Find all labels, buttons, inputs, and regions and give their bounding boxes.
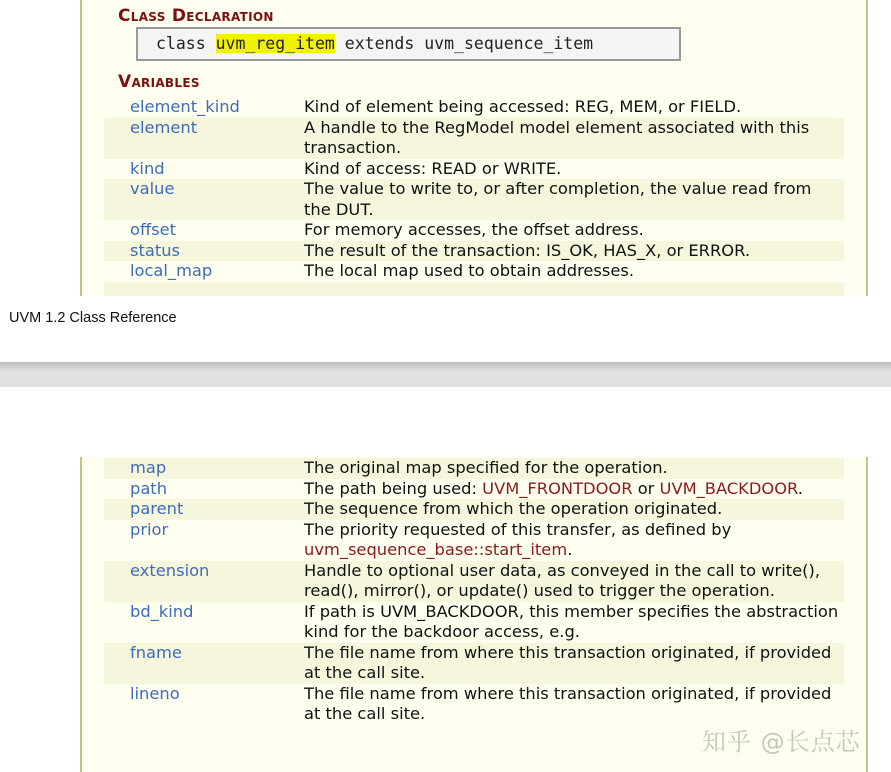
variable-link-extension[interactable]: extension: [130, 560, 210, 580]
description-text: Kind of access: READ or WRITE.: [304, 158, 562, 178]
variable-link-fname[interactable]: fname: [130, 642, 182, 662]
table-row: [104, 241, 844, 262]
variable-link-bd-kind[interactable]: bd_kind: [130, 601, 194, 621]
description-link[interactable]: UVM_FRONTDOOR: [482, 478, 633, 498]
description-text: Handle to optional user data, as conveyed in the call to write(), read(), mirror(), or update() used to trigger the operation.: [304, 560, 821, 600]
description-text: The path being used:: [304, 478, 483, 498]
table-row: [104, 684, 844, 725]
variables-table-continued: [104, 458, 844, 725]
description-link[interactable]: uvm_sequence_base::start_item: [304, 540, 568, 559]
variable-link-local-map[interactable]: local_map: [130, 261, 213, 280]
description-text: .: [797, 478, 803, 498]
variable-link-lineno[interactable]: lineno: [130, 683, 180, 703]
variable-link-element-kind[interactable]: element_kind: [130, 97, 240, 116]
variable-description: [304, 458, 839, 479]
table-row: [104, 602, 844, 643]
page-footer: UVM 1.2 Class Reference: [9, 310, 177, 326]
description-text: A handle to the RegModel model element associated with this transaction.: [304, 117, 810, 157]
variable-link-element[interactable]: element: [130, 117, 198, 137]
description-text: The file name from where this transaction originated, if provided at the call site.: [304, 683, 832, 723]
variable-description: [304, 118, 839, 159]
class-name-highlighted: uvm_reg_item: [215, 34, 335, 53]
table-row: [104, 97, 844, 118]
variable-description: [304, 602, 839, 643]
description-text: .: [567, 540, 573, 559]
variable-description: [304, 499, 839, 520]
variables-table: [104, 97, 844, 296]
variable-description: [304, 97, 839, 118]
description-text: The local map used to obtain addresses.: [304, 261, 635, 280]
page-separator: [0, 362, 891, 387]
variable-description: [304, 261, 839, 282]
table-row: [104, 159, 844, 180]
variable-description: [304, 159, 839, 180]
description-text: For memory accesses, the offset address.: [304, 220, 644, 239]
description-text: The file name from where this transaction originated, if provided at the call site.: [304, 642, 832, 682]
variable-description: [304, 520, 839, 561]
variable-description: [304, 479, 839, 500]
description-link[interactable]: UVM_BACKDOOR: [659, 478, 798, 498]
table-row: [104, 643, 844, 684]
description-text: The sequence from which the operation originated.: [304, 499, 723, 518]
table-row: [104, 479, 844, 500]
variable-description: [304, 220, 839, 241]
description-text: The priority requested of this transfer, as defined by: [304, 519, 732, 539]
variable-link-parent[interactable]: parent: [130, 499, 184, 518]
class-declaration-box: [136, 27, 681, 61]
variable-description: [304, 684, 839, 725]
table-row-empty: [104, 282, 844, 296]
description-text: Kind of element being accessed: REG, MEM, or FIELD.: [304, 97, 742, 116]
table-row: [104, 179, 844, 220]
table-row: [104, 561, 844, 602]
description-text: The result of the transaction: IS_OK, HAS_X, or ERROR.: [304, 240, 751, 260]
table-row: [104, 458, 844, 479]
variable-description: [304, 241, 839, 262]
extends-clause: extends uvm_sequence_item: [344, 34, 594, 53]
variable-link-path[interactable]: path: [130, 478, 168, 498]
variable-link-map[interactable]: map: [130, 458, 167, 477]
variable-link-value[interactable]: value: [130, 179, 175, 198]
page-1-content: [80, 0, 868, 296]
description-text: If path is UVM_BACKDOOR, this member specifies the abstraction kind for the backdoor access, e.g.: [304, 601, 839, 641]
watermark: 知乎 @长点芯: [702, 728, 861, 756]
variable-link-offset[interactable]: offset: [130, 220, 177, 239]
class-keyword: class: [156, 34, 206, 53]
variables-heading: Variables: [118, 72, 200, 92]
variable-link-status[interactable]: status: [130, 240, 181, 260]
table-row: [104, 261, 844, 282]
class-declaration-heading: Class Declaration: [118, 6, 274, 26]
variable-description: [304, 179, 839, 220]
description-text: or: [632, 478, 660, 498]
variable-link-prior[interactable]: prior: [130, 519, 169, 539]
table-row: [104, 499, 844, 520]
variable-link-kind[interactable]: kind: [130, 158, 165, 178]
table-row: [104, 520, 844, 561]
variable-description: [304, 643, 839, 684]
description-text: The value to write to, or after completion, the value read from the DUT.: [304, 179, 812, 219]
table-row: [104, 220, 844, 241]
table-row: [104, 118, 844, 159]
variable-description: [304, 561, 839, 602]
description-text: The original map specified for the operation.: [304, 458, 668, 477]
